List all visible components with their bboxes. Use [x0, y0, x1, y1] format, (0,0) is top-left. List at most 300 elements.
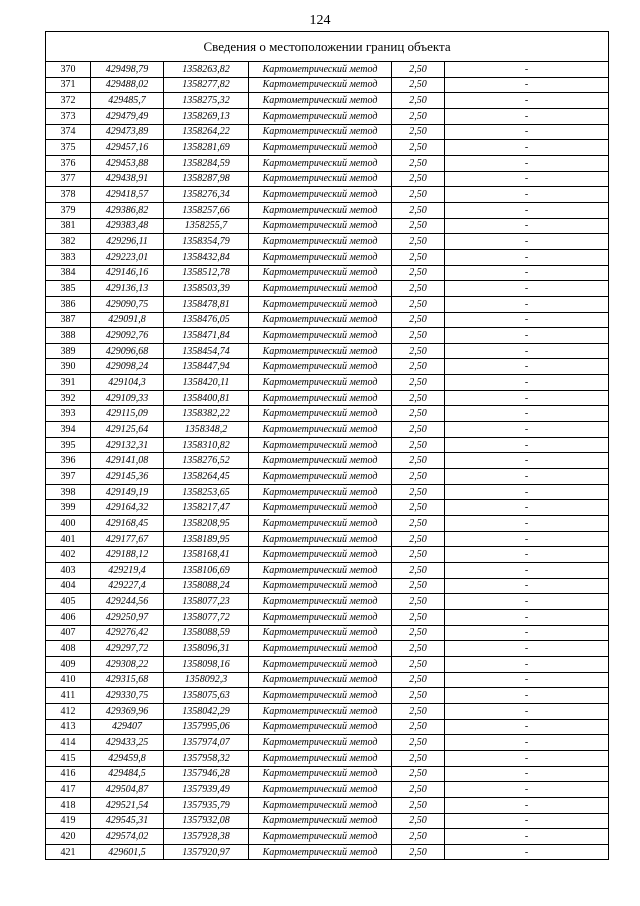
table-row: [46, 688, 609, 704]
accuracy-cell: 2,50: [392, 484, 445, 500]
description-cell: -: [445, 359, 609, 375]
x-coordinate-cell: 429090,75: [91, 296, 164, 312]
accuracy-cell: 2,50: [392, 218, 445, 234]
accuracy-cell: 2,50: [392, 609, 445, 625]
description-cell: -: [445, 782, 609, 798]
description-cell: -: [445, 124, 609, 140]
point-number-cell: 399: [46, 500, 91, 516]
method-cell: Картометрический метод: [249, 265, 392, 281]
method-cell: Картометрический метод: [249, 328, 392, 344]
x-coordinate-cell: 429438,91: [91, 171, 164, 187]
table-row: [46, 578, 609, 594]
method-cell: Картометрический метод: [249, 703, 392, 719]
method-cell: Картометрический метод: [249, 469, 392, 485]
accuracy-cell: 2,50: [392, 265, 445, 281]
method-cell: Картометрический метод: [249, 516, 392, 532]
x-coordinate-cell: 429115,09: [91, 406, 164, 422]
accuracy-cell: 2,50: [392, 62, 445, 78]
x-coordinate-cell: 429219,4: [91, 563, 164, 579]
x-coordinate-cell: 429145,36: [91, 469, 164, 485]
point-number-cell: 382: [46, 234, 91, 250]
table-row: [46, 703, 609, 719]
point-number-cell: 415: [46, 750, 91, 766]
method-cell: Картометрический метод: [249, 453, 392, 469]
y-coordinate-cell: 1358077,72: [164, 609, 249, 625]
x-coordinate-cell: 429104,3: [91, 375, 164, 391]
y-coordinate-cell: 1358281,69: [164, 140, 249, 156]
description-cell: -: [445, 641, 609, 657]
x-coordinate-cell: 429227,4: [91, 578, 164, 594]
table-row: [46, 750, 609, 766]
table-row: [46, 609, 609, 625]
method-cell: Картометрический метод: [249, 62, 392, 78]
point-number-cell: 371: [46, 77, 91, 93]
y-coordinate-cell: 1358348,2: [164, 422, 249, 438]
method-cell: Картометрический метод: [249, 797, 392, 813]
boundary-table-container: [45, 31, 608, 860]
table-row: [46, 108, 609, 124]
x-coordinate-cell: 429479,49: [91, 108, 164, 124]
accuracy-cell: 2,50: [392, 703, 445, 719]
y-coordinate-cell: 1358263,82: [164, 62, 249, 78]
x-coordinate-cell: 429484,5: [91, 766, 164, 782]
description-cell: -: [445, 234, 609, 250]
point-number-cell: 396: [46, 453, 91, 469]
method-cell: Картометрический метод: [249, 77, 392, 93]
point-number-cell: 413: [46, 719, 91, 735]
table-row: [46, 359, 609, 375]
accuracy-cell: 2,50: [392, 719, 445, 735]
table-row: [46, 265, 609, 281]
method-cell: Картометрический метод: [249, 609, 392, 625]
y-coordinate-cell: 1358400,81: [164, 390, 249, 406]
y-coordinate-cell: 1357995,06: [164, 719, 249, 735]
y-coordinate-cell: 1358264,22: [164, 124, 249, 140]
accuracy-cell: 2,50: [392, 688, 445, 704]
description-cell: -: [445, 281, 609, 297]
table-row: [46, 281, 609, 297]
y-coordinate-cell: 1358284,59: [164, 155, 249, 171]
y-coordinate-cell: 1357928,38: [164, 829, 249, 845]
accuracy-cell: 2,50: [392, 516, 445, 532]
x-coordinate-cell: 429164,32: [91, 500, 164, 516]
point-number-cell: 400: [46, 516, 91, 532]
description-cell: -: [445, 93, 609, 109]
description-cell: -: [445, 688, 609, 704]
y-coordinate-cell: 1358217,47: [164, 500, 249, 516]
method-cell: Картометрический метод: [249, 375, 392, 391]
accuracy-cell: 2,50: [392, 375, 445, 391]
x-coordinate-cell: 429096,68: [91, 343, 164, 359]
x-coordinate-cell: 429250,97: [91, 609, 164, 625]
table-row: [46, 735, 609, 751]
y-coordinate-cell: 1357920,97: [164, 844, 249, 860]
x-coordinate-cell: 429574,02: [91, 829, 164, 845]
y-coordinate-cell: 1358382,22: [164, 406, 249, 422]
description-cell: -: [445, 594, 609, 610]
point-number-cell: 416: [46, 766, 91, 782]
accuracy-cell: 2,50: [392, 797, 445, 813]
y-coordinate-cell: 1358092,3: [164, 672, 249, 688]
table-row: [46, 719, 609, 735]
point-number-cell: 392: [46, 390, 91, 406]
point-number-cell: 391: [46, 375, 91, 391]
table-row: [46, 531, 609, 547]
method-cell: Картометрический метод: [249, 719, 392, 735]
x-coordinate-cell: 429177,67: [91, 531, 164, 547]
y-coordinate-cell: 1358503,39: [164, 281, 249, 297]
y-coordinate-cell: 1358310,82: [164, 437, 249, 453]
description-cell: -: [445, 202, 609, 218]
description-cell: -: [445, 656, 609, 672]
y-coordinate-cell: 1358432,84: [164, 249, 249, 265]
y-coordinate-cell: 1358277,82: [164, 77, 249, 93]
table-row: [46, 813, 609, 829]
method-cell: Картометрический метод: [249, 171, 392, 187]
accuracy-cell: 2,50: [392, 343, 445, 359]
accuracy-cell: 2,50: [392, 187, 445, 203]
x-coordinate-cell: 429457,16: [91, 140, 164, 156]
y-coordinate-cell: 1358106,69: [164, 563, 249, 579]
accuracy-cell: 2,50: [392, 171, 445, 187]
accuracy-cell: 2,50: [392, 641, 445, 657]
description-cell: -: [445, 343, 609, 359]
point-number-cell: 411: [46, 688, 91, 704]
accuracy-cell: 2,50: [392, 312, 445, 328]
x-coordinate-cell: 429433,25: [91, 735, 164, 751]
method-cell: Картометрический метод: [249, 500, 392, 516]
description-cell: -: [445, 500, 609, 516]
x-coordinate-cell: 429092,76: [91, 328, 164, 344]
accuracy-cell: 2,50: [392, 547, 445, 563]
y-coordinate-cell: 1358420,11: [164, 375, 249, 391]
table-row: [46, 547, 609, 563]
description-cell: -: [445, 625, 609, 641]
description-cell: -: [445, 469, 609, 485]
accuracy-cell: 2,50: [392, 766, 445, 782]
description-cell: -: [445, 249, 609, 265]
method-cell: Картометрический метод: [249, 531, 392, 547]
y-coordinate-cell: 1358208,95: [164, 516, 249, 532]
method-cell: Картометрический метод: [249, 422, 392, 438]
accuracy-cell: 2,50: [392, 422, 445, 438]
point-number-cell: 374: [46, 124, 91, 140]
x-coordinate-cell: 429488,02: [91, 77, 164, 93]
description-cell: -: [445, 312, 609, 328]
method-cell: Картометрический метод: [249, 296, 392, 312]
point-number-cell: 376: [46, 155, 91, 171]
accuracy-cell: 2,50: [392, 202, 445, 218]
method-cell: Картометрический метод: [249, 672, 392, 688]
method-cell: Картометрический метод: [249, 140, 392, 156]
point-number-cell: 408: [46, 641, 91, 657]
description-cell: -: [445, 328, 609, 344]
method-cell: Картометрический метод: [249, 437, 392, 453]
point-number-cell: 405: [46, 594, 91, 610]
y-coordinate-cell: 1358275,32: [164, 93, 249, 109]
description-cell: -: [445, 422, 609, 438]
table-row: [46, 500, 609, 516]
x-coordinate-cell: 429601,5: [91, 844, 164, 860]
x-coordinate-cell: 429545,31: [91, 813, 164, 829]
point-number-cell: 386: [46, 296, 91, 312]
y-coordinate-cell: 1358269,13: [164, 108, 249, 124]
y-coordinate-cell: 1357935,79: [164, 797, 249, 813]
x-coordinate-cell: 429109,33: [91, 390, 164, 406]
x-coordinate-cell: 429459,8: [91, 750, 164, 766]
accuracy-cell: 2,50: [392, 359, 445, 375]
description-cell: -: [445, 703, 609, 719]
x-coordinate-cell: 429168,45: [91, 516, 164, 532]
table-row: [46, 202, 609, 218]
point-number-cell: 385: [46, 281, 91, 297]
point-number-cell: 402: [46, 547, 91, 563]
x-coordinate-cell: 429149,19: [91, 484, 164, 500]
point-number-cell: 409: [46, 656, 91, 672]
y-coordinate-cell: 1358476,05: [164, 312, 249, 328]
description-cell: -: [445, 750, 609, 766]
point-number-cell: 373: [46, 108, 91, 124]
description-cell: -: [445, 437, 609, 453]
y-coordinate-cell: 1358257,66: [164, 202, 249, 218]
method-cell: Картометрический метод: [249, 359, 392, 375]
y-coordinate-cell: 1358088,59: [164, 625, 249, 641]
table-row: [46, 77, 609, 93]
x-coordinate-cell: 429485,7: [91, 93, 164, 109]
method-cell: Картометрический метод: [249, 484, 392, 500]
description-cell: -: [445, 171, 609, 187]
description-cell: -: [445, 844, 609, 860]
x-coordinate-cell: 429098,24: [91, 359, 164, 375]
description-cell: -: [445, 140, 609, 156]
point-number-cell: 387: [46, 312, 91, 328]
y-coordinate-cell: 1357958,32: [164, 750, 249, 766]
y-coordinate-cell: 1358447,94: [164, 359, 249, 375]
point-number-cell: 383: [46, 249, 91, 265]
table-row: [46, 140, 609, 156]
x-coordinate-cell: 429521,54: [91, 797, 164, 813]
x-coordinate-cell: 429383,48: [91, 218, 164, 234]
point-number-cell: 384: [46, 265, 91, 281]
accuracy-cell: 2,50: [392, 469, 445, 485]
y-coordinate-cell: 1358042,29: [164, 703, 249, 719]
point-number-cell: 378: [46, 187, 91, 203]
point-number-cell: 370: [46, 62, 91, 78]
point-number-cell: 377: [46, 171, 91, 187]
x-coordinate-cell: 429418,57: [91, 187, 164, 203]
description-cell: -: [445, 609, 609, 625]
description-cell: -: [445, 218, 609, 234]
point-number-cell: 414: [46, 735, 91, 751]
method-cell: Картометрический метод: [249, 249, 392, 265]
accuracy-cell: 2,50: [392, 531, 445, 547]
point-number-cell: 418: [46, 797, 91, 813]
accuracy-cell: 2,50: [392, 77, 445, 93]
x-coordinate-cell: 429369,96: [91, 703, 164, 719]
description-cell: -: [445, 296, 609, 312]
point-number-cell: 375: [46, 140, 91, 156]
table-row: [46, 516, 609, 532]
x-coordinate-cell: 429308,22: [91, 656, 164, 672]
accuracy-cell: 2,50: [392, 453, 445, 469]
table-row: [46, 422, 609, 438]
accuracy-cell: 2,50: [392, 500, 445, 516]
accuracy-cell: 2,50: [392, 296, 445, 312]
method-cell: Картометрический метод: [249, 234, 392, 250]
point-number-cell: 398: [46, 484, 91, 500]
description-cell: -: [445, 719, 609, 735]
method-cell: Картометрический метод: [249, 594, 392, 610]
x-coordinate-cell: 429297,72: [91, 641, 164, 657]
table-row: [46, 829, 609, 845]
y-coordinate-cell: 1358471,84: [164, 328, 249, 344]
table-row: [46, 312, 609, 328]
accuracy-cell: 2,50: [392, 782, 445, 798]
accuracy-cell: 2,50: [392, 594, 445, 610]
table-row: [46, 625, 609, 641]
table-row: [46, 484, 609, 500]
point-number-cell: 403: [46, 563, 91, 579]
table-row: [46, 656, 609, 672]
accuracy-cell: 2,50: [392, 735, 445, 751]
table-row: [46, 641, 609, 657]
boundary-coordinates-table: [45, 31, 609, 860]
method-cell: Картометрический метод: [249, 202, 392, 218]
x-coordinate-cell: 429498,79: [91, 62, 164, 78]
point-number-cell: 395: [46, 437, 91, 453]
method-cell: Картометрический метод: [249, 390, 392, 406]
accuracy-cell: 2,50: [392, 140, 445, 156]
description-cell: -: [445, 406, 609, 422]
table-row: [46, 124, 609, 140]
description-cell: -: [445, 155, 609, 171]
method-cell: Картометрический метод: [249, 406, 392, 422]
y-coordinate-cell: 1358264,45: [164, 469, 249, 485]
point-number-cell: 393: [46, 406, 91, 422]
method-cell: Картометрический метод: [249, 578, 392, 594]
table-row: [46, 563, 609, 579]
accuracy-cell: 2,50: [392, 563, 445, 579]
x-coordinate-cell: 429276,42: [91, 625, 164, 641]
accuracy-cell: 2,50: [392, 625, 445, 641]
x-coordinate-cell: 429296,11: [91, 234, 164, 250]
method-cell: Картометрический метод: [249, 813, 392, 829]
point-number-cell: 412: [46, 703, 91, 719]
description-cell: -: [445, 672, 609, 688]
x-coordinate-cell: 429146,16: [91, 265, 164, 281]
method-cell: Картометрический метод: [249, 766, 392, 782]
method-cell: Картометрический метод: [249, 688, 392, 704]
y-coordinate-cell: 1358098,16: [164, 656, 249, 672]
accuracy-cell: 2,50: [392, 328, 445, 344]
description-cell: -: [445, 578, 609, 594]
description-cell: -: [445, 516, 609, 532]
point-number-cell: 419: [46, 813, 91, 829]
point-number-cell: 420: [46, 829, 91, 845]
x-coordinate-cell: 429091,8: [91, 312, 164, 328]
description-cell: -: [445, 531, 609, 547]
x-coordinate-cell: 429136,13: [91, 281, 164, 297]
accuracy-cell: 2,50: [392, 844, 445, 860]
description-cell: -: [445, 265, 609, 281]
accuracy-cell: 2,50: [392, 249, 445, 265]
table-row: [46, 672, 609, 688]
table-row: [46, 62, 609, 78]
point-number-cell: 406: [46, 609, 91, 625]
description-cell: -: [445, 108, 609, 124]
table-row: [46, 797, 609, 813]
x-coordinate-cell: 429407: [91, 719, 164, 735]
y-coordinate-cell: 1358276,52: [164, 453, 249, 469]
y-coordinate-cell: 1358454,74: [164, 343, 249, 359]
table-row: [46, 390, 609, 406]
method-cell: Картометрический метод: [249, 93, 392, 109]
description-cell: -: [445, 563, 609, 579]
description-cell: -: [445, 390, 609, 406]
x-coordinate-cell: 429504,87: [91, 782, 164, 798]
y-coordinate-cell: 1357946,28: [164, 766, 249, 782]
description-cell: -: [445, 829, 609, 845]
accuracy-cell: 2,50: [392, 234, 445, 250]
method-cell: Картометрический метод: [249, 750, 392, 766]
method-cell: Картометрический метод: [249, 547, 392, 563]
y-coordinate-cell: 1358255,7: [164, 218, 249, 234]
description-cell: -: [445, 62, 609, 78]
method-cell: Картометрический метод: [249, 625, 392, 641]
table-row: [46, 234, 609, 250]
table-row: [46, 171, 609, 187]
y-coordinate-cell: 1357939,49: [164, 782, 249, 798]
accuracy-cell: 2,50: [392, 829, 445, 845]
page-number: 124: [309, 13, 331, 28]
y-coordinate-cell: 1358077,23: [164, 594, 249, 610]
point-number-cell: 417: [46, 782, 91, 798]
method-cell: Картометрический метод: [249, 312, 392, 328]
accuracy-cell: 2,50: [392, 437, 445, 453]
x-coordinate-cell: 429132,31: [91, 437, 164, 453]
y-coordinate-cell: 1358512,78: [164, 265, 249, 281]
point-number-cell: 390: [46, 359, 91, 375]
x-coordinate-cell: 429330,75: [91, 688, 164, 704]
table-row: [46, 782, 609, 798]
accuracy-cell: 2,50: [392, 155, 445, 171]
table-row: [46, 594, 609, 610]
y-coordinate-cell: 1358088,24: [164, 578, 249, 594]
accuracy-cell: 2,50: [392, 672, 445, 688]
accuracy-cell: 2,50: [392, 578, 445, 594]
x-coordinate-cell: 429315,68: [91, 672, 164, 688]
method-cell: Картометрический метод: [249, 829, 392, 845]
table-title: Сведения о местоположении границ объекта: [46, 32, 609, 62]
y-coordinate-cell: 1358253,65: [164, 484, 249, 500]
description-cell: -: [445, 766, 609, 782]
method-cell: Картометрический метод: [249, 844, 392, 860]
table-row: [46, 453, 609, 469]
x-coordinate-cell: 429386,82: [91, 202, 164, 218]
accuracy-cell: 2,50: [392, 750, 445, 766]
description-cell: -: [445, 547, 609, 563]
description-cell: -: [445, 797, 609, 813]
point-number-cell: 372: [46, 93, 91, 109]
description-cell: -: [445, 77, 609, 93]
accuracy-cell: 2,50: [392, 108, 445, 124]
y-coordinate-cell: 1358168,41: [164, 547, 249, 563]
x-coordinate-cell: 429244,56: [91, 594, 164, 610]
method-cell: Картометрический метод: [249, 563, 392, 579]
x-coordinate-cell: 429125,64: [91, 422, 164, 438]
description-cell: -: [445, 375, 609, 391]
accuracy-cell: 2,50: [392, 93, 445, 109]
